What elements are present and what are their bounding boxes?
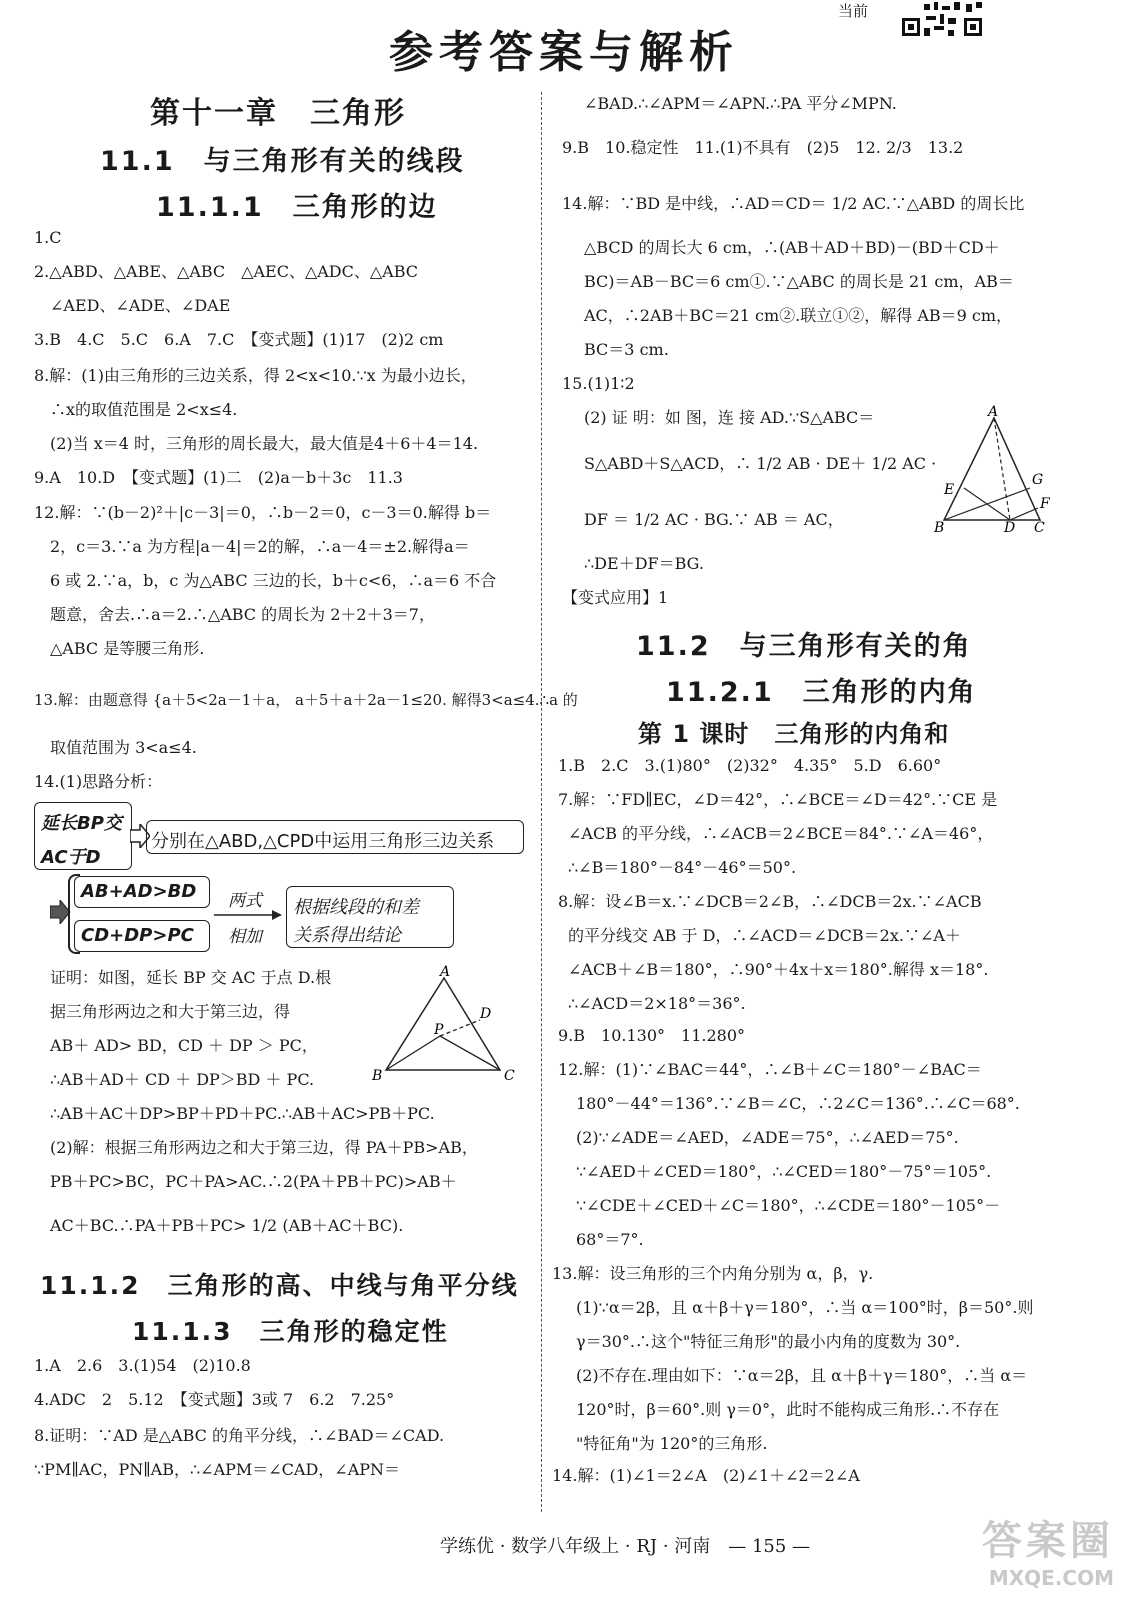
flow-box-conclude (286, 886, 454, 948)
point-label: P (434, 1022, 444, 1038)
point-label: A (988, 404, 999, 420)
point-label: F (1040, 496, 1050, 512)
proof-line: ∴AB＋AC＋DP>BP＋PD＋PC.∴AB＋AC>PB＋PC. (50, 1104, 435, 1123)
answer-line: S△ABD＋S△ACD，∴ 1/2 AB · DE＋ 1/2 AC · (584, 454, 937, 473)
section-heading: 11.1 与三角形有关的线段 (100, 146, 465, 177)
answer-line: 4.ADC 2 5.12 【变式题】3或 7 6.2 7.25° (34, 1390, 395, 1409)
answer-line: 14.解：(1)∠1＝2∠A (2)∠1＋∠2＝2∠A (552, 1466, 860, 1485)
point-label: C (1034, 520, 1045, 536)
flow-box-ineq1 (74, 876, 210, 908)
answer-line: 取值范围为 3<a≤4. (34, 738, 197, 757)
flow-box-ineq2 (74, 920, 210, 952)
answer-line: 12.解：(1)∵∠BAC＝44°，∴∠B＋∠C＝180°－∠BAC＝ (558, 1060, 982, 1079)
answer-line: 9.B 10.130° 11.280° (558, 1026, 745, 1045)
subsection-heading: 11.1.2 三角形的高、中线与角平分线 (40, 1271, 519, 1300)
chapter-title: 第十一章 三角形 (150, 96, 406, 131)
point-label: D (480, 1006, 492, 1022)
flow-mid-text: 相加 (228, 927, 262, 947)
answer-line: 14.解：∵BD 是中线，∴AD＝CD＝ 1/2 AC.∵△ABD 的周长比 (562, 194, 1025, 213)
flow-box-extend (34, 802, 132, 870)
answer-line: ∠AED、∠ADE、∠DAE (34, 296, 231, 315)
answer-line: △ABC 是等腰三角形. (34, 639, 205, 658)
answer-line: (2)当 x＝4 时，三角形的周长最大，最大值是4＋6＋4＝14. (34, 434, 479, 453)
answer-line: 2，c＝3.∵a 为方程|a－4|＝2的解，∴a－4＝±2.解得a＝ (34, 537, 470, 556)
point-label: G (1032, 472, 1044, 488)
answer-line: 13.解：由题意得 {a＋5<2a－1＋a， a＋5＋a＋2a－1≤20. 解得3<a≤4.∴a 的 (34, 691, 578, 709)
flow-text: AC于D (41, 847, 101, 868)
answer-line: 13.解：设三角形的三个内角分别为 α，β，γ. (552, 1264, 874, 1283)
answer-line: 1.C (34, 228, 62, 247)
point-label: B (934, 520, 945, 536)
flow-text: AB+AD>BD (81, 881, 197, 902)
proof-line: (2)解：根据三角形两边之和大于第三边，得 PA＋PB>AB， (50, 1138, 478, 1157)
answer-line: 3.B 4.C 5.C 6.A 7.C 【变式题】(1)17 (2)2 cm (34, 330, 444, 349)
answer-line: ∵∠CDE＋∠CED＋∠C＝180°，∴∠CDE＝180°－105°－ (576, 1196, 1001, 1215)
answer-line: 9.A 10.D 【变式题】(1)二 (2)a－b＋3c 11.3 (34, 468, 403, 487)
flow-text: CD+DP>PC (81, 925, 194, 946)
page-footer: 学练优 · 数学八年级上 · RJ · 河南 — 155 — (440, 1536, 811, 1557)
answer-line: ∠BAD.∴∠APM＝∠APN.∴PA 平分∠MPN. (584, 94, 897, 113)
answer-line: γ＝30°.∴这个"特征三角形"的最小内角的度数为 30°. (576, 1332, 961, 1351)
answer-line: "特征角"为 120°的三角形. (576, 1434, 768, 1453)
answer-line: 180°－44°＝136°.∵∠B＝∠C，∴2∠C＝136°.∴∠C＝68°. (576, 1094, 1020, 1113)
flow-text: 关系得出结论 (293, 925, 401, 946)
point-label: C (504, 1068, 515, 1084)
watermark-logo (982, 1509, 1114, 1590)
answer-line: 1.B 2.C 3.(1)80° (2)32° 4.35° 5.D 6.60° (558, 756, 942, 775)
answer-line: ∠ACB＋∠B＝180°，∴90°＋4x＋x＝180°.解得 x＝18°. (568, 960, 989, 979)
column-divider (541, 92, 542, 1512)
point-label: E (944, 482, 955, 498)
arrow-icon (214, 908, 286, 922)
qr-label: 当前 (838, 2, 869, 20)
answer-line: 6 或 2.∵a，b，c 为△ABC 三边的长，b＋c<6，∴a＝6 不合 (34, 571, 497, 590)
flow-text: 根据线段的和差 (293, 897, 419, 918)
proof-line: AC＋BC.∴PA＋PB＋PC> 1/2 (AB＋AC＋BC). (50, 1216, 404, 1235)
answer-line: ∴∠ACD＝2×18°＝36°. (568, 994, 746, 1013)
answer-line: 1.A 2.6 3.(1)54 (2)10.8 (34, 1356, 251, 1375)
flow-text: 分别在△ABD,△CPD中运用三角形三边关系 (151, 831, 495, 852)
answer-line: AC，∴2AB＋BC＝21 cm②.联立①②，解得 AB＝9 cm， (584, 306, 1013, 325)
answer-line: ∴DE＋DF＝BG. (584, 554, 704, 573)
point-label: B (372, 1068, 383, 1084)
proof-line: 据三角形两边之和大于第三边，得 (50, 1002, 291, 1021)
answer-line: (2)不存在.理由如下：∵α＝2β，且 α＋β＋γ＝180°，∴当 α＝ (576, 1366, 1028, 1385)
proof-line: AB＋ AD> BD，CD ＋ DP ＞ PC， (50, 1036, 318, 1055)
answer-line: 7.解：∵FD∥EC，∠D＝42°，∴∠BCE＝∠D＝42°.∵CE 是 (558, 790, 998, 809)
proof-line: 证明：如图，延长 BP 交 AC 于点 D.根 (50, 968, 332, 987)
answer-line: 12.解：∵(b－2)²＋|c－3|＝0，∴b－2＝0，c－3＝0.解得 b＝ (34, 503, 492, 522)
point-label: D (1004, 520, 1016, 536)
answer-line: (1)∵α＝2β，且 α＋β＋γ＝180°，∴当 α＝100°时，β＝50°.则 (576, 1298, 1034, 1317)
subsection-heading: 11.1.3 三角形的稳定性 (132, 1317, 449, 1346)
answer-line: BC)＝AB－BC＝6 cm①.∵△ABC 的周长是 21 cm，AB＝ (584, 272, 1014, 291)
answer-line: BC＝3 cm. (584, 340, 669, 359)
triangle-figure-1 (368, 962, 518, 1086)
answer-line: ∵∠AED＋∠CED＝180°，∴∠CED＝180°－75°＝105°. (576, 1162, 992, 1181)
subsection-heading: 11.2.1 三角形的内角 (666, 677, 977, 708)
answer-line: 题意，舍去.∴a＝2.∴△ABC 的周长为 2＋2＋3＝7， (34, 605, 435, 624)
answer-line: 14.(1)思路分析： (34, 772, 163, 791)
answer-line: ∴∠B＝180°－84°－46°＝50°. (568, 858, 797, 877)
answer-line: 120°时，β＝60°.则 γ＝0°，此时不能构成三角形.∴不存在 (576, 1400, 1000, 1419)
answer-line: ∵PM∥AC，PN∥AB，∴∠APM＝∠CAD，∠APN＝ (34, 1460, 401, 1479)
answer-line: (2) 证 明：如 图，连 接 AD.∵S△ABC＝ (584, 408, 875, 427)
watermark-url: MXQE.COM (988, 1566, 1114, 1590)
answer-line: 【变式应用】1 (562, 588, 669, 607)
flow-mid-text: 两式 (228, 891, 262, 911)
flow-box-apply (146, 820, 524, 854)
answer-line: ∴x的取值范围是 2<x≤4. (34, 400, 238, 419)
answer-line: 68°＝7°. (576, 1230, 644, 1249)
lesson-heading: 第 1 课时 三角形的内角和 (638, 720, 950, 748)
proof-line: PB＋PC>BC，PC＋PA>AC.∴2(PA＋PB＋PC)>AB＋ (50, 1172, 457, 1191)
answer-line: 9.B 10.稳定性 11.(1)不具有 (2)5 12. 2/3 13.2 (562, 138, 964, 157)
answer-line: 8.证明：∵AD 是△ABC 的角平分线，∴∠BAD＝∠CAD. (34, 1426, 445, 1445)
answer-line: 8.解：(1)由三角形的三边关系，得 2<x<10.∵x 为最小边长， (34, 366, 477, 385)
answer-line: 2.△ABD、△ABE、△ABC △AEC、△ADC、△ABC (34, 262, 419, 281)
watermark-text: 答案圈 (982, 1518, 1114, 1564)
answer-line: (2)∵∠ADE＝∠AED，∠ADE＝75°，∴∠AED＝75°. (576, 1128, 959, 1147)
proof-line: ∴AB＋AD＋ CD ＋ DP＞BD ＋ PC. (50, 1070, 315, 1089)
answer-line: 8.解：设∠B＝x.∵∠DCB＝2∠B，∴∠DCB＝2x.∵∠ACB (558, 892, 982, 911)
page-title: 参考答案与解析 (389, 27, 739, 78)
answer-line: 15.(1)1∶2 (562, 374, 635, 393)
point-label: A (440, 964, 451, 980)
answer-line: ∠ACB 的平分线，∴∠ACB＝2∠BCE＝84°.∵∠A＝46°， (568, 824, 994, 843)
section-heading: 11.2 与三角形有关的角 (636, 631, 972, 662)
answer-line: 的平分线交 AB 于 D，∴∠ACD＝∠DCB＝2x.∵∠A＋ (568, 926, 961, 945)
flow-text: 延长BP交 (41, 813, 122, 834)
answer-line: DF ＝ 1/2 AC · BG.∵ AB ＝ AC， (584, 510, 844, 529)
triangle-figure-2 (928, 404, 1056, 540)
subsection-heading: 11.1.1 三角形的边 (156, 192, 438, 223)
answer-line: △BCD 的周长大 6 cm，∴(AB＋AD＋BD)－(BD＋CD＋ (584, 238, 1000, 257)
